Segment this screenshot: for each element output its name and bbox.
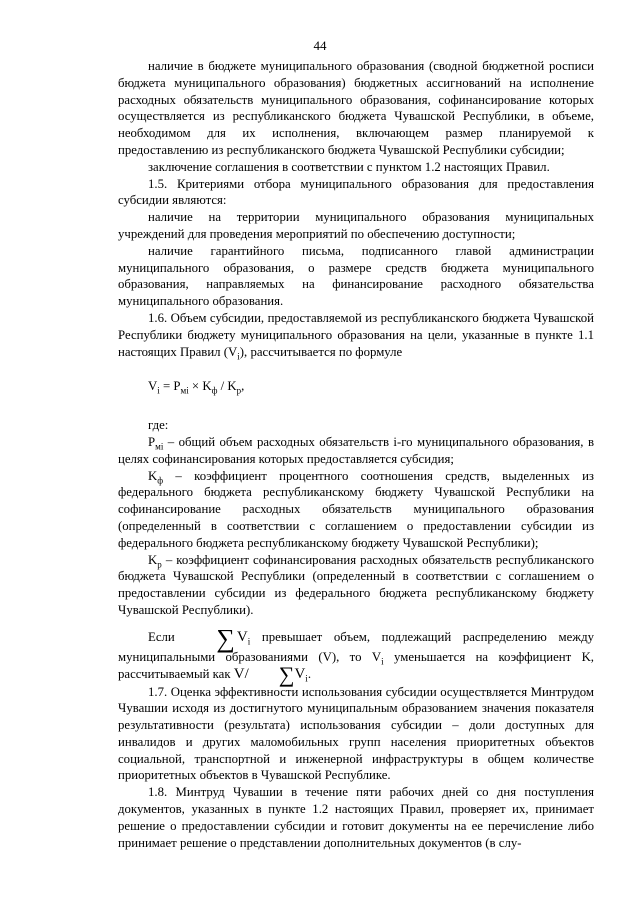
paragraph-guarantee-letter: наличие гарантийного письма, подписанного главой администрации муниципального образования, о размере средств бюджета муниципального образования, направляемых на финансирование расходного обязательства муниципального образования. [118, 243, 594, 309]
formula-v-sub: i [157, 385, 160, 396]
formula-kf: × K [188, 379, 212, 394]
page-number: 44 [313, 38, 327, 53]
formula-kp-sub: p [236, 385, 242, 396]
kp-text: – коэффициент софинансирования расходных обязательств республиканского бюджета Чувашской Республики (определенный в соответствии с соглашением о предоставлении субсидии из федерального бюджета республиканскому бюджету Чувашской Республики). [118, 552, 594, 617]
pmi-symbol: P [148, 434, 156, 449]
formula-eq-p: = P [159, 379, 181, 394]
p10-end: . [307, 666, 312, 681]
formula-end: , [241, 379, 245, 394]
frac-sum-symbol: ∑ [278, 661, 295, 687]
paragraph-if-sum-exceeds [118, 623, 595, 687]
document-body [118, 58, 594, 851]
frac-vi-sub: i [305, 673, 308, 684]
definition-pmi [118, 434, 594, 468]
paragraph-budget-availability: наличие в бюджете муниципального образования (сводной бюджетной росписи бюджета муниципального образования) бюджетных ассигнований на исполнение расходных обязательств муниципального образования, софинансирование которых осуществляется из республиканского бюджета Чувашской Республики, в объеме, необходимом для их исполнения, включающем размер планируемой к предоставлению из республиканского бюджета Чувашской Республики субсидии; [118, 59, 594, 157]
kp-symbol: K [148, 552, 158, 567]
p6-subscript: i [237, 351, 240, 362]
formula-vi [148, 378, 594, 395]
pmi-text: – общий объем расходных обязательств i-го муниципального образования, в целях софинансирования которых предоставляется субсидия; [118, 434, 594, 466]
paragraph-1-6-subsidy-volume [118, 310, 594, 360]
p10-text-b: превышает объем, подлежащий распределению между муниципальными образованиями (V), то V [118, 629, 595, 664]
kf-symbol: K [148, 468, 158, 483]
paragraph-1-5-criteria: 1.5. Критериями отбора муниципального образования для предоставления субсидии являются: [118, 176, 594, 208]
kf-sub: ф [157, 475, 164, 486]
formula-kp: / K [217, 379, 237, 394]
paragraph-institutions: наличие на территории муниципального образования муниципальных учреждений для проведения мероприятий по обеспечению доступности; [118, 210, 594, 241]
formula-p-sub: мi [180, 385, 189, 396]
formula-v: V [148, 379, 158, 394]
frac-v: V/ [233, 665, 249, 682]
pmi-sub: мi [155, 441, 164, 452]
p10-text-a: Если [148, 629, 187, 644]
definition-kp [118, 552, 594, 619]
sum-v: V [236, 628, 248, 645]
paragraph-1-8-review: 1.8. Минтруд Чувашии в течение пяти рабочих дней со дня поступления документов, указанных в пункте 1.2 настоящих Правил, проверяет их, принимает решение о предоставлении субсидии и готовит документы на ее перечисление либо принимает решение о представлении дополнительных документов (в слу- [118, 785, 594, 850]
where-label: где: [148, 418, 169, 433]
p10-b-sub: i [381, 656, 384, 667]
sum-v-sub: i [247, 636, 251, 647]
p6-text-pre: 1.6. Объем субсидии, предоставляемой из республиканского бюджета Чувашской Республики бюджету муниципального образования на цели, указанные в пункте 1.1 настоящих Правил (V [118, 310, 594, 359]
paragraph-agreement: заключение соглашения в соответствии с пунктом 1.2 настоящих Правил. [148, 159, 550, 174]
formula-kf-sub: ф [211, 385, 218, 396]
p6-text-post: ), рассчитывается по формуле [239, 344, 403, 359]
paragraph-1-7-efficiency: 1.7. Оценка эффективности использования субсидии осуществляется Минтрудом Чувашии исходя из достигнутого муниципальным образованием значения показателя результативности (результата) использования субсидии – доли доступных для инвалидов и других маломобильных групп населения приоритетных объектов социальной, транспортной и инженерной инфраструктуры в общем количестве приоритетных объектов в Чувашской Республике. [118, 684, 594, 783]
sum-symbol: ∑ [216, 623, 235, 653]
kf-text: – коэффициент процентного соотношения средств, выделенных из федерального бюджета республиканскому бюджету Чувашской Республики на софинансирование расходных обязательств муниципального образования (определенный в соответствии с соглашением о предоставлении субсидии из федерального бюджета республиканскому бюджету Чувашской Республики); [118, 468, 594, 550]
p10-text-c: уменьшается на коэффициент K, рассчитываемый как [118, 649, 595, 681]
kp-sub: р [157, 559, 162, 570]
frac-vi: V [294, 665, 306, 682]
definition-kf [118, 468, 594, 552]
